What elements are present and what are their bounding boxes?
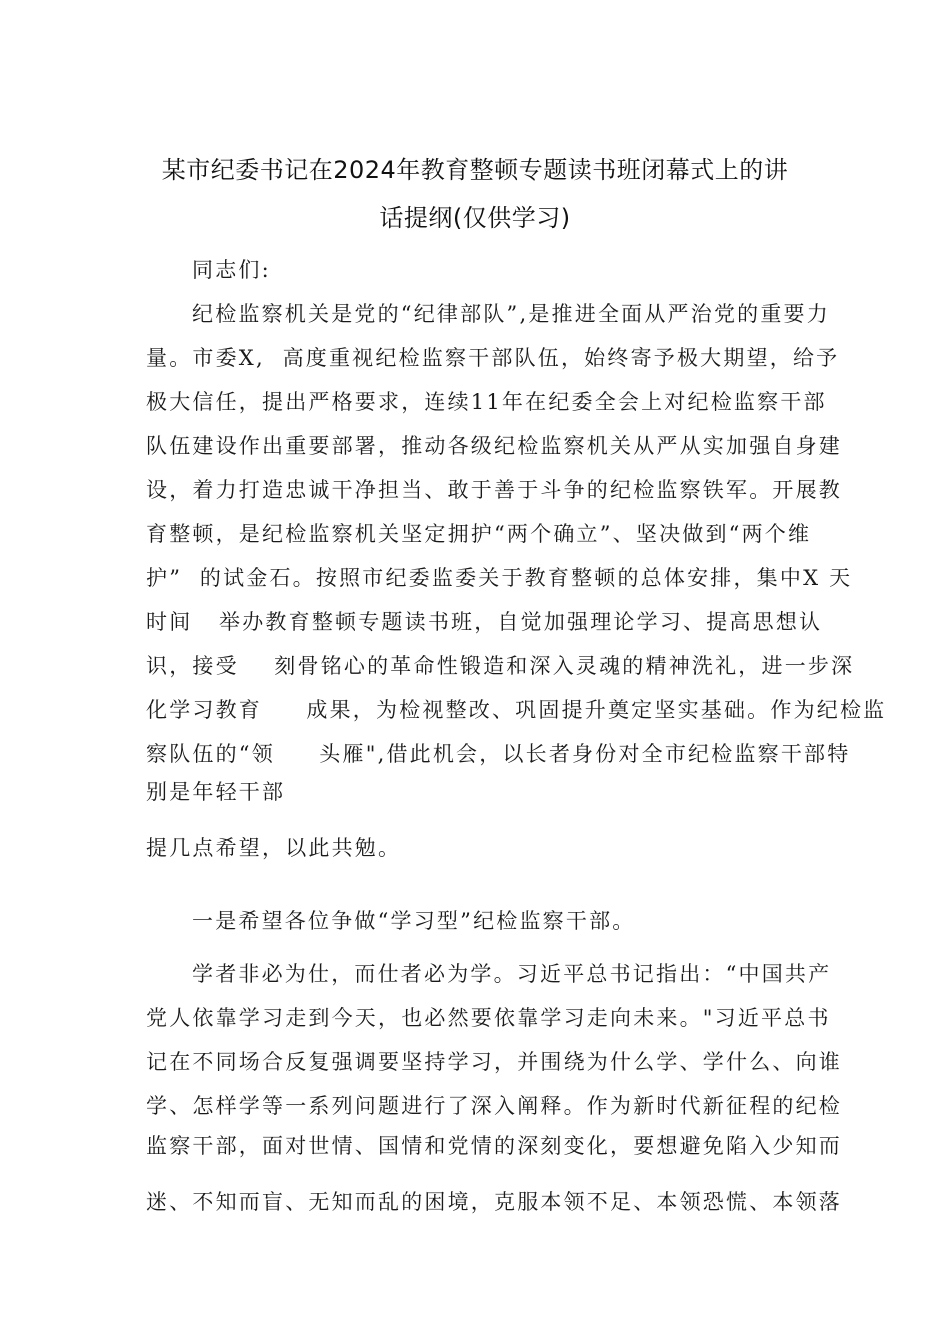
paragraph-line: 识，接受 刻骨铭心的革命性锻造和深入灵魂的精神洗礼，进一步深 <box>146 654 855 678</box>
paragraph-line: 设，着力打造忠诚干净担当、敢于善于斗争的纪检监察铁军。开展教 <box>146 478 842 502</box>
paragraph-line: 党人依靠学习走到今天，也必然要依靠学习走向未来。"习近平总书 <box>146 1006 831 1030</box>
paragraph-line: 护” 的试金石。按照市纪委监委关于教育整顿的总体安排，集中X 天 <box>146 566 853 590</box>
paragraph-line: 极大信任，提出严格要求，连续11年在纪委全会上对纪检监察干部 <box>146 390 827 414</box>
paragraph-line: 纪检监察机关是党的“纪律部队”,是推进全面从严治党的重要力 <box>192 302 830 326</box>
paragraph-line: 迷、不知而盲、无知而乱的困境，克服本领不足、本领恐慌、本领落 <box>146 1190 842 1214</box>
paragraph-line: 队伍建设作出重要部署，推动各级纪检监察机关从严从实加强自身建 <box>146 434 842 458</box>
section-heading: 一是希望各位争做“学习型”纪检监察干部。 <box>192 909 636 933</box>
document-title-line-1: 某市纪委书记在2024年教育整顿专题读书班闭幕式上的讲 <box>161 156 789 184</box>
document-title-line-2: 话提纲(仅供学习) <box>379 204 571 232</box>
paragraph-line: 育整顿，是纪检监察机关坚定拥护“两个确立”、坚决做到“两个维 <box>146 522 812 546</box>
paragraph-line: 别是年轻干部 <box>146 780 286 804</box>
paragraph-line: 学、怎样学等一系列问题进行了深入阐释。作为新时代新征程的纪检 <box>146 1094 842 1118</box>
salutation: 同志们: <box>192 258 271 282</box>
paragraph-line: 记在不同场合反复强调要坚持学习，并围绕为什么学、学什么、向谁 <box>146 1050 842 1074</box>
paragraph-line: 学者非必为仕，而仕者必为学。习近平总书记指出：“中国共产 <box>192 962 832 986</box>
paragraph-line: 察队伍的“领 头雁",借此机会，以长者身份对全市纪检监察干部特 <box>146 742 851 766</box>
paragraph-line: 量。市委X, 高度重视纪检监察干部队伍，始终寄予极大期望，给予 <box>146 346 840 370</box>
paragraph-line: 监察干部，面对世情、国情和党情的深刻变化，要想避免陷入少知而 <box>146 1134 842 1158</box>
paragraph-line: 时间 举办教育整顿专题读书班，自觉加强理论学习、提高思想认 <box>146 610 823 634</box>
paragraph-line: 化学习教育 成果，为检视整改、巩固提升奠定坚实基础。作为纪检监 <box>146 698 887 722</box>
paragraph-line: 提几点希望，以此共勉。 <box>146 836 402 860</box>
